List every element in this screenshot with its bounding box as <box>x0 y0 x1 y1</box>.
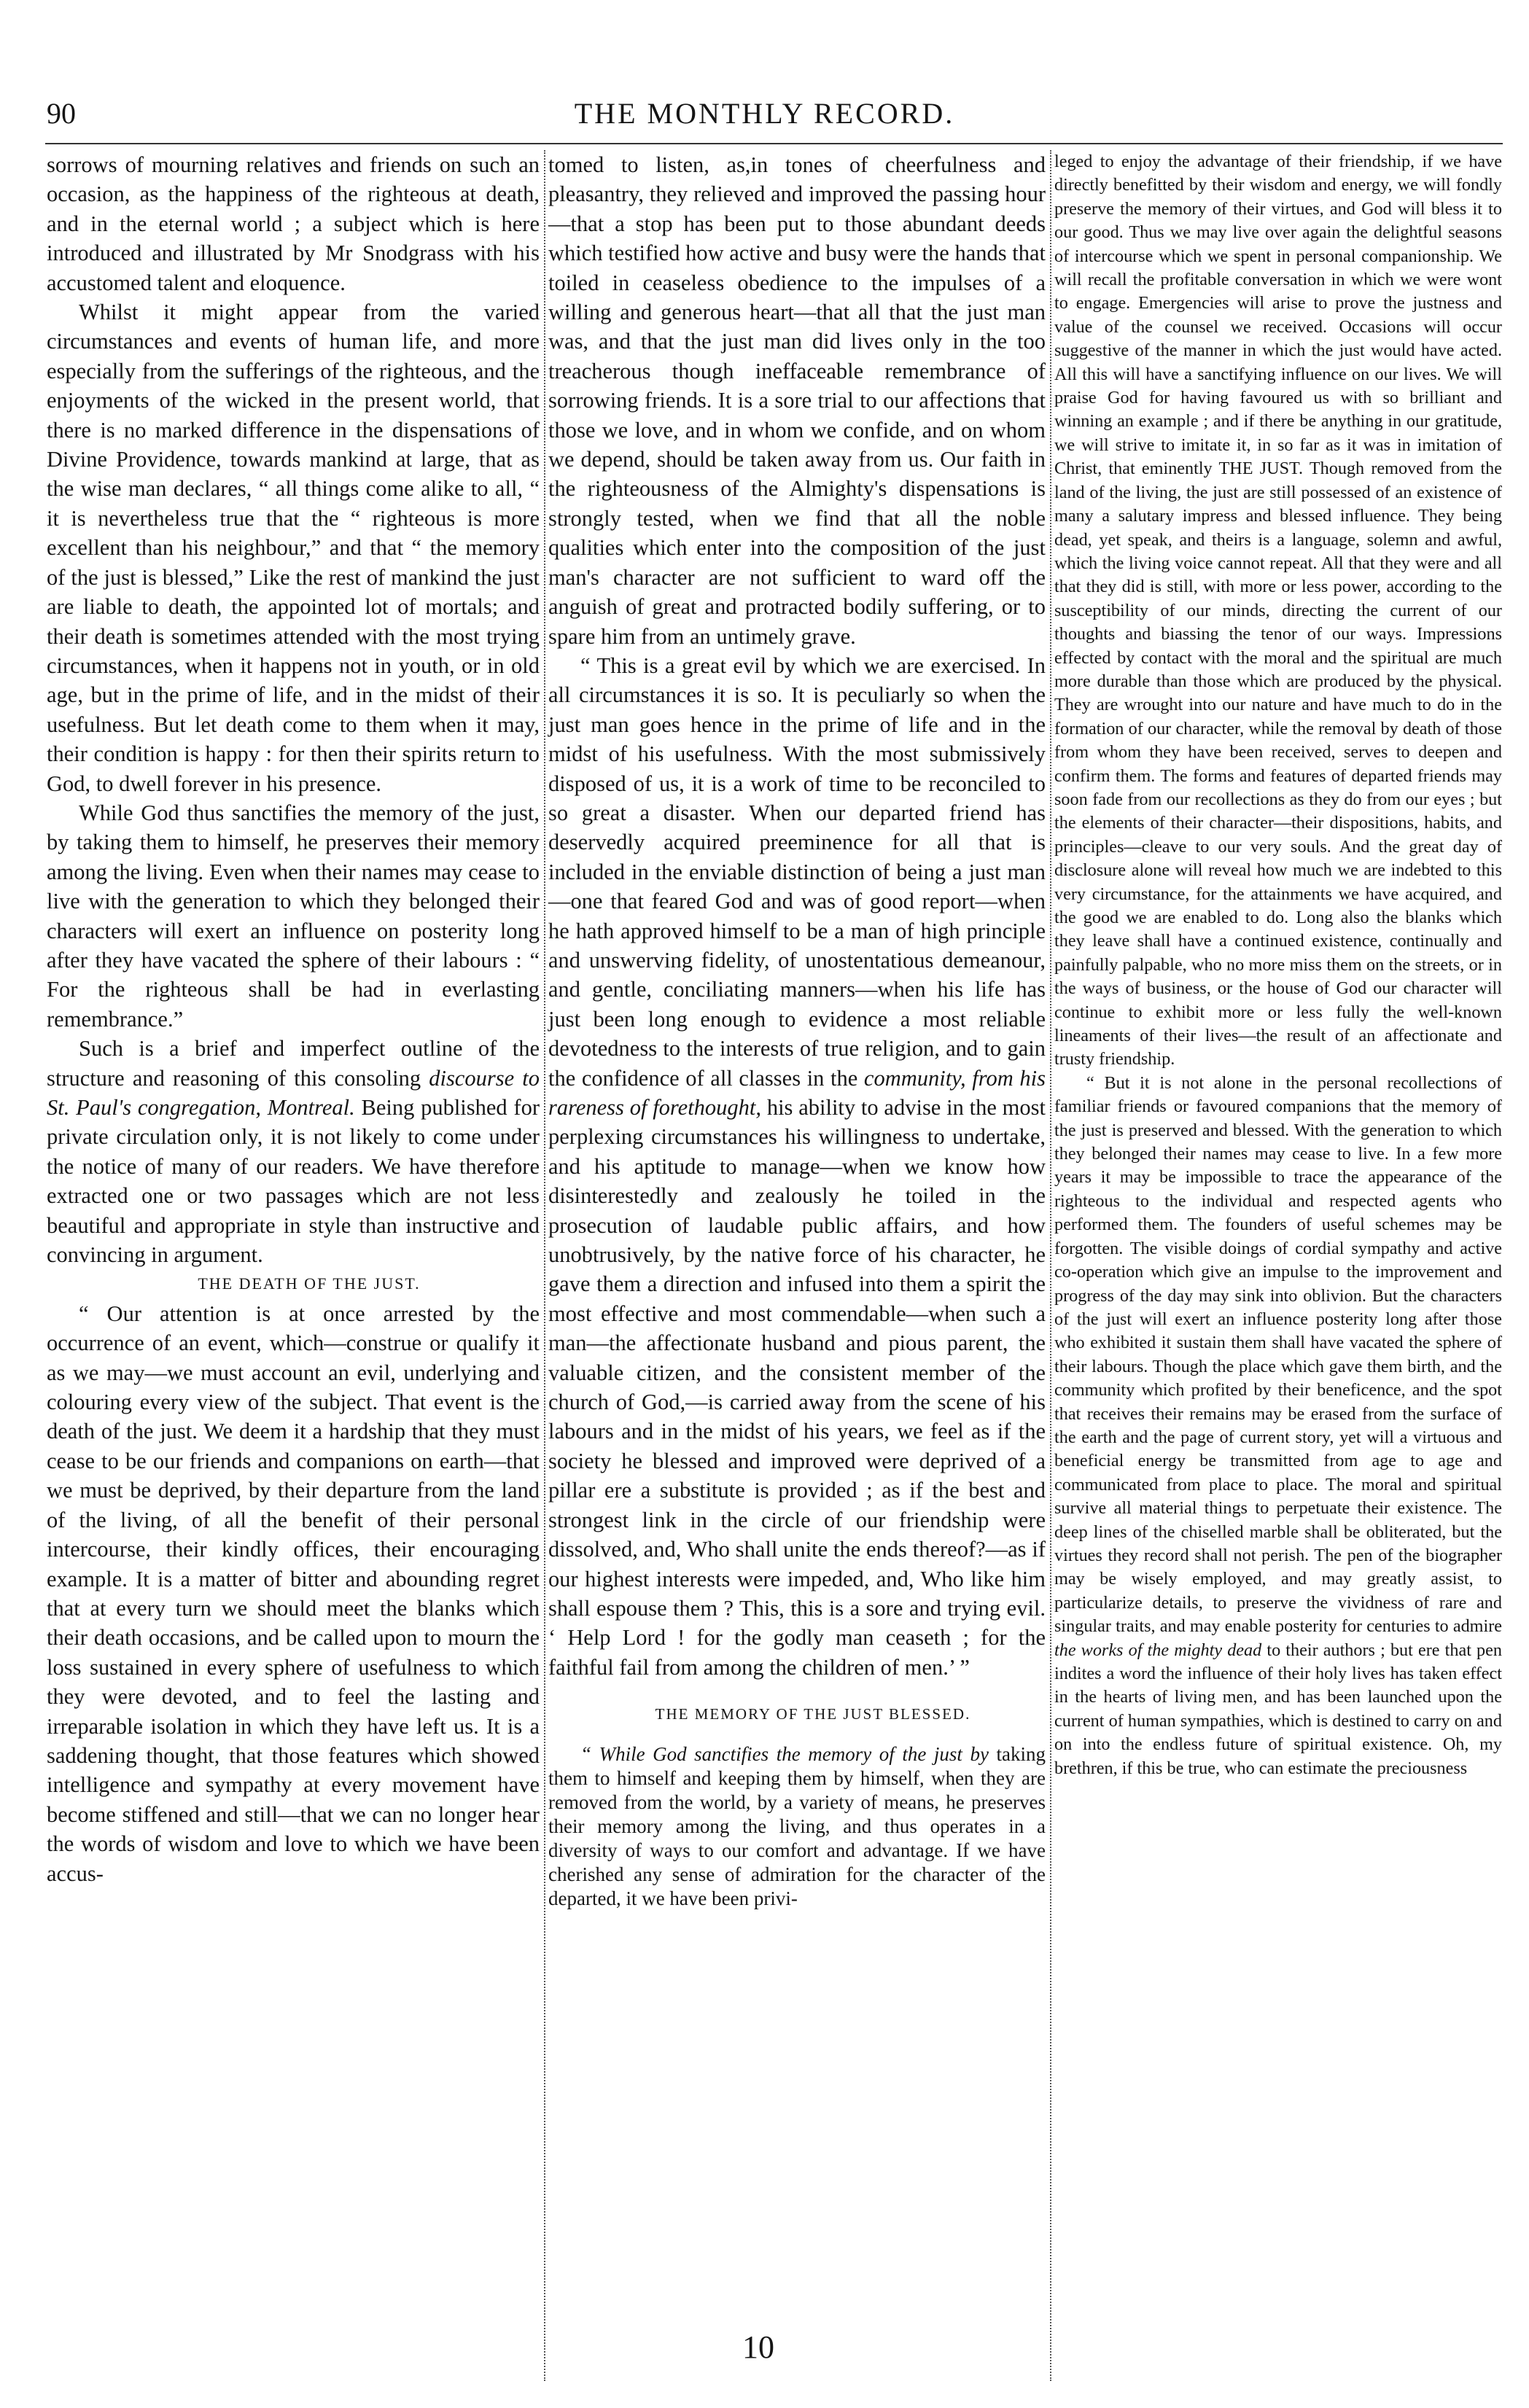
text-run: “ But it is not alone in the personal recollections of familiar friends or favoured companions that the memory of the just is preserved and blessed. With the generation to which they belonged their names may cease to live. In a few more years it may be impossible to trace the appearance of the righteous to the individual and respected agents who performed them. The founders of useful schemes may be forgotten. The visible doings of cordial sympathy and active co-operation which give an impulse to the improvement and progress of the day may sink into oblivion. But the characters of the just will exert an influence posterity long after those who exhibited it sustain them shall have vacated the sphere of their labours. Though the place which gave them birth, and the community which profited by their beneficence, and the spot that receives their remains may be erased from the surface of the earth and the page of current story, yet will a virtuous and beneficial energy be transmitted from age to age and communicated from place to place. The moral and spiritual survive all material things to perpetuate their existence. The deep lines of the chiselled marble shall be obliterated, but the virtues they record shall not perish. The pen of the biographer may be wisely employed, and may greatly assist, to particularize details, to preserve the vividness of rare and singular traits, and may enable posterity for centuries to admire <box>1054 1072 1502 1637</box>
running-title: THE MONTHLY RECORD. <box>574 97 955 130</box>
column-2 <box>548 150 1046 1911</box>
text-run: THE JUST. <box>1218 459 1304 479</box>
paragraph <box>1054 1072 1502 1780</box>
section-heading: THE MEMORY OF THE JUST BLESSED. <box>655 1705 971 1723</box>
text-run: to their authors ; but ere that pen indites a word the influence of their holy lives has taken effect in the hearts of living men, and has been launched upon the current of human sympathies, which is destined to carry on and on into the endless future of spiritual existence. Oh, my brethren, if this be true, who can estimate the preciousness <box>1054 1640 1502 1778</box>
header-rule <box>45 143 1503 144</box>
text-run: “ This is a great evil by which we are exercised. In all circumstances it is so. It is peculiarly so when the just man goes hence in the prime of life and in the midst of his usefulness. With the most submissively disposed of us, it is a work of time to be reconciled to so great a disaster. When our departed friend has deservedly acquired preeminence for all that is included in the enviable distinction of being a just man—one that feared God and was of good report—when he hath approved himself to be a man of high principle and unswerving fidelity, of unostentatious demeanour, and gentle, conciliating manners—when his life has just been long enough to evidence a most reliable devotedness to the interests of true religion, and to gain the confidence of all classes in the <box>548 652 1046 1091</box>
italic-run: discourse to St. Paul's congregation, Montreal. <box>47 1065 540 1120</box>
paragraph: tomed to listen, as,in tones of cheerfulness and pleasantry, they relieved and improved the passing hour—that a stop has been put to those abundant deeds which testified how active and busy were the hands that toiled in ceaseless obedience to the impulses of a willing and generous heart—that all that the just man was, and that the just man did lives only in the too treacherous though ineffaceable remembrance of sorrowing friends. It is a sore trial to our affections that those we love, and in whom we confide, and on whom we depend, should be taken away from us. Our faith in the righteousness of the Almighty's dispensations is strongly tested, when we find that all the noble qualities which enter into the composition of the just man's character are not sufficient to ward off the anguish of great and protracted bodily suffering, or to spare him from an untimely grave. <box>548 152 1046 649</box>
text-run: his ability to advise in the most perplexing circumstances his willingness to undertake, and his aptitude to manage—when we know how disinterestedly and zealously he toiled in the prosecution of laudable public affairs, and how unobtrusively, by the native force of his character, he gave them a direction and infused into them a spirit the most effective and most commendable—when such a man—the affectionate husband and pious parent, the valuable citizen, and the consistent member of the church of God,—is carried away from the scene of his labours and in the midst of his years, we feel as if the society he blessed and improved were deprived of a pillar ere a substitute is provided ; as if the best and strongest link in the circle of our friendship were dissolved, and, Who shall unite the ends thereof?—as if our highest interests were impeded, and, Who like him shall espouse them ? This, this is a sore and trying evil. ‘ Help Lord ! for the godly man ceaseth ; for the faithful fail from among the children of men.’ ” <box>548 1095 1046 1680</box>
text-run: Such is a brief and imperfect outline of the structure and reasoning of this consoling <box>47 1036 540 1091</box>
paragraph: Whilst it might appear from the varied circumstances and events of human life, and more especially from the sufferings of the righteous, and the enjoyments of the wicked in the present world, that there is no marked difference in the dispensations of Divine Providence, towards mankind at large, that as the wise man declares, “ all things come alike to all, “ it is nevertheless true that the “ righteous is more excellent than his neighbour,” and that “ the memory of the just is blessed,” Like the rest of mankind the just are liable to death, the appointed lot of mortals; and their death is sometimes attended with the most trying circumstances, when it happens not in youth, or in old age, but in the prime of life, and in the midst of their usefulness. But let death come to them when it may, their condition is happy : for then their spirits return to God, to dwell forever in his presence. <box>47 300 540 796</box>
text-run: taking them to himself and keeping them by himself, when they are removed from the world, by a variety of means, he preserves their memory among the living, and thus operates in a diversity of ways to our comfort and advantage. If we have cherished any sense of admiration for the character of the departed, it we have been privi- <box>548 1742 1046 1909</box>
text-run: Being published for private circulation only, it is not likely to come under the notice of many of our readers. We have therefore extracted one or two passages which are not less beautiful and appropriate in style than instructive and convincing in argument. <box>47 1095 540 1268</box>
paragraph: “ Our attention is at once arrested by the occurrence of an event, which—construe or qualify it as we may—we must account an evil, underlying and colouring every view of the subject. That event is the death of the just. We deem it a hardship that they must cease to be our friends and companions on earth—that we must be deprived, by their departure from the land of the living, of all the benefit of their personal intercourse, their kindly offices, their encouraging example. It is a matter of bitter and abounding regret that at every turn we should meet the blanks which their death occasions, and be called upon to mourn the loss sustained in every sphere of usefulness to which they were devoted, and to feel the lasting and irreparable isolation in which they have left us. It is a saddening thought, that those features which showed intelligence and sympathy at every movement have become stiffened and still—that we can no longer hear the words of wisdom and love to which we have been accus- <box>47 1301 540 1886</box>
paragraph: While God thus sanctifies the memory of the just, by taking them to himself, he preserves their memory among the living. Even when their names may cease to live with the generation to which they belonged their characters will exert an influence on posterity long after they have vacated the sphere of their labours : “ For the righteous shall be had in everlasting remembrance.” <box>47 800 540 1032</box>
paragraph <box>548 1742 1046 1911</box>
column-1 <box>47 150 540 1888</box>
paragraph <box>47 1034 540 1269</box>
signature-mark: 10 <box>742 2329 774 2365</box>
text-run: Though removed from the land of the living, the just are still possessed of an existence of many a salutary impress and blessed influence. They being dead, yet speak, and theirs is a language, solemn and awful, which the living voice cannot repeat. All that they were and all that they did is still, with more or less power, according to the susceptibility of our minds, directing the current of our thoughts and biassing the tenor of our ways. Impressions effected by contact with the moral and the spiritual are much more durable than those which are produced by the physical. They are wrought into our nature and have much to do in the formation of our character, while the removal by death of those from whom they have been received, serves to deepen and confirm them. The forms and features of departed friends may soon fade from our recollections as they do from our eyes ; but the elements of their character—their dispositions, habits, and principles—cleave to our very souls. And the great day of disclosure alone will reveal how much we are indebted to this very circumstance, for the attainments we have acquired, and the good we are enabled to do. Long also the blanks which they leave shall have a continued existence, continually and painfully palpable, who no more miss them on the streets, or in the ways of business, or the house of God our character will continue to exhibit more or less fully the well-known lineaments of their lives—the result of an affectionate and trusty friendship. <box>1054 459 1502 1069</box>
paragraph: sorrows of mourning relatives and friends on such an occasion, as the happiness of the righteous at death, and in the eternal world ; a subject which is here introduced and illustrated by Mr Snodgrass with his accustomed talent and eloquence. <box>47 152 540 295</box>
italic-run: the works of the mighty dead <box>1054 1640 1262 1660</box>
italic-run: community, from his rareness of forethought, <box>548 1065 1046 1120</box>
column-divider-1 <box>544 150 545 2381</box>
page-number: 90 <box>47 97 76 130</box>
section-heading: THE DEATH OF THE JUST. <box>198 1274 421 1293</box>
paragraph <box>548 651 1046 1682</box>
column-3 <box>1054 150 1502 1780</box>
column-divider-2 <box>1050 150 1051 2381</box>
paragraph <box>1054 150 1502 1072</box>
italic-run: “ While God sanctifies the memory of the just by <box>580 1742 989 1765</box>
text-run: leged to enjoy the advantage of their friendship, if we have directly benefitted by their wisdom and energy, we will fondly preserve the memory of their virtues, and God will bless it to our good. Thus we may live over again the delightful seasons of intercourse which we spent in personal companionship. We will recall the profitable conversation in which we were wont to engage. Emergencies will arise to prove the justness and value of the counsel we received. Occasions will occur suggestive of the manner in which the just would have acted. All this will have a sanctifying influence on our lives. We will praise God for having favoured us with so brilliant and winning an example ; and if there be anything in our gratitude, we will strive to imitate it, in so far as it was in imitation of Christ, that eminently <box>1054 152 1502 479</box>
